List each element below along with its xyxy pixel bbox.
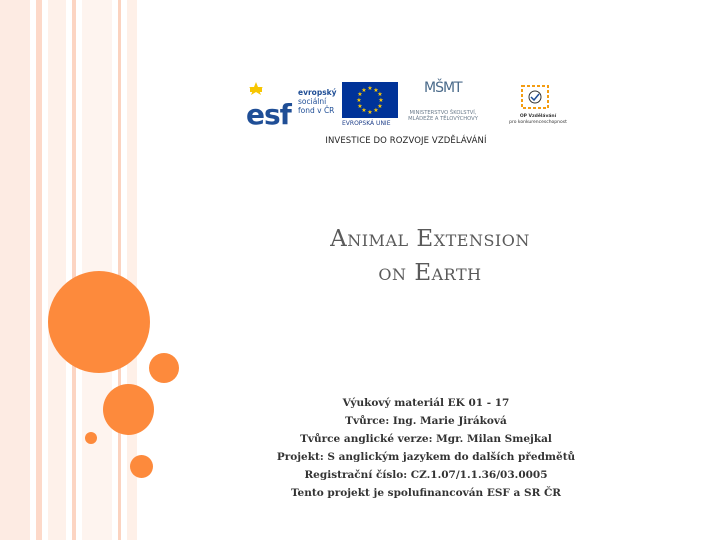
medium-circle — [103, 384, 154, 435]
msmt-logo — [402, 80, 484, 130]
info-line: Tvůrce: Ing. Marie Jiráková — [345, 415, 507, 427]
tiny-circle — [85, 432, 97, 444]
op-emblem-icon — [518, 82, 552, 112]
op-line: OP Vzdělávání — [519, 114, 557, 119]
stripe — [36, 0, 42, 540]
info-line: Výukový materiál EK 01 - 17 — [342, 397, 510, 409]
stripe — [118, 0, 121, 540]
svg-text:★: ★ — [356, 97, 362, 104]
svg-text:★: ★ — [373, 87, 379, 94]
svg-text:★: ★ — [377, 91, 383, 98]
msmt-mark: MŠMT — [424, 80, 462, 96]
decorative-stripes — [0, 0, 140, 540]
esf-line: evropský — [298, 88, 337, 97]
info-line: Projekt: S anglickým jazykem do dalších předmětů — [276, 451, 576, 463]
stripe — [72, 0, 76, 540]
large-circle — [48, 271, 150, 373]
esf-logo — [246, 82, 338, 128]
stripe — [48, 0, 66, 540]
svg-text:★: ★ — [357, 91, 363, 98]
title-line: on Earth — [378, 260, 482, 286]
msmt-line: MLÁDEŽE A TĚLOVÝCHOVY — [408, 116, 478, 122]
esf-line: fond v ČR — [298, 106, 335, 115]
info-line: Tento projekt je spolufinancován ESF a SR ČR — [290, 487, 562, 499]
slide-title — [250, 222, 610, 290]
eu-caption: EVROPSKÁ UNIE — [342, 120, 391, 127]
stripe — [82, 0, 112, 540]
svg-text:★: ★ — [377, 103, 383, 110]
svg-text:★: ★ — [367, 85, 373, 92]
logo-tagline: INVESTICE DO ROZVOJE VZDĚLÁVÁNÍ — [325, 136, 487, 146]
op-logo — [508, 82, 568, 128]
svg-text:★: ★ — [361, 107, 367, 114]
logo-banner — [246, 80, 566, 152]
info-line: Registrační číslo: CZ.1.07/1.1.36/03.0005 — [304, 469, 548, 481]
info-line: Tvůrce anglické verze: Mgr. Milan Smejkal — [300, 433, 552, 445]
svg-text:★: ★ — [357, 103, 363, 110]
title-line: Animal Extension — [330, 226, 530, 252]
svg-text:esf: esf — [246, 98, 291, 128]
esf-line: sociální — [298, 97, 327, 106]
op-line: pro konkurenceschopnost — [509, 119, 567, 125]
eu-flag-icon — [342, 82, 398, 118]
eu-logo — [342, 82, 398, 128]
svg-text:★: ★ — [373, 107, 379, 114]
svg-text:★: ★ — [361, 87, 367, 94]
stripe — [0, 0, 30, 540]
slide-info — [248, 394, 604, 502]
small-circle — [130, 455, 153, 478]
svg-text:★: ★ — [378, 97, 384, 104]
msmt-line: MINISTERSTVO ŠKOLSTVÍ, — [409, 110, 477, 116]
svg-text:★: ★ — [367, 109, 373, 116]
small-circle — [149, 353, 179, 383]
